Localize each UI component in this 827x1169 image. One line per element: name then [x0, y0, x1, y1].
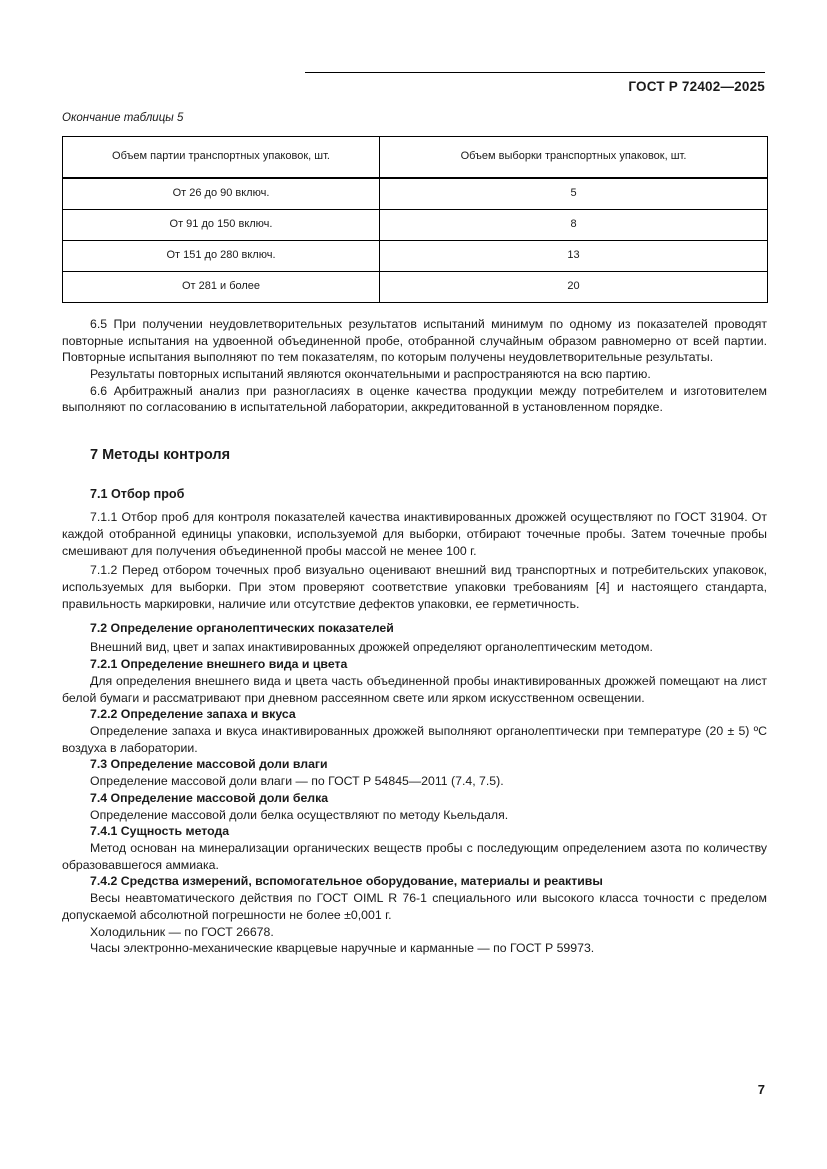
table-cell-lot-range: От 26 до 90 включ. — [63, 178, 380, 210]
paragraph-7-2: Внешний вид, цвет и запах инактивированных дрожжей определяют органолептическим методом. — [90, 640, 653, 655]
heading-section-7-2-2: 7.2.2 Определение запаха и вкуса — [90, 707, 296, 722]
heading-section-7-1: 7.1 Отбор проб — [90, 486, 185, 501]
table-cell-lot-range: От 91 до 150 включ. — [63, 209, 380, 240]
heading-section-7-2: 7.2 Определение органолептических показателей — [90, 620, 394, 635]
heading-section-7-4-1: 7.4.1 Сущность метода — [90, 824, 230, 839]
spacer — [62, 502, 767, 509]
table-cell-lot-range: От 281 и более — [63, 271, 380, 302]
spacer — [62, 416, 767, 446]
table-row — [63, 178, 768, 210]
header-rule — [305, 72, 765, 73]
paragraph-7-2-2: Определение запаха и вкуса инактивированных дрожжей выполняют органолептически при температуре (20 ± 5) ºС воздуха в лаборатории. — [62, 723, 767, 755]
table-header-row — [63, 136, 768, 178]
table-caption: Окончание таблицы 5 — [62, 112, 184, 124]
table-header-cell-sample-volume: Объем выборки транспортных упаковок, шт. — [380, 136, 768, 178]
page-number: 7 — [757, 1082, 765, 1097]
paragraph-6-5: 6.5 При получении неудовлетворительных результатов испытаний минимум по одному из показателей проводят повторные испытания на удвоенной объединенной пробе, отобранной случайным образом равномерно от всей партии. Повторные испытания выполняют по тем показателям, по которым получены неудовлетворительные результаты. — [62, 316, 767, 365]
paragraph-7-4: Определение массовой доли белка осуществляют по методу Кьельдаля. — [90, 807, 509, 822]
paragraph-7-1-1: 7.1.1 Отбор проб для контроля показателей качества инактивированных дрожжей осуществляют по ГОСТ 31904. От каждой отобранной единицы упаковки, используемой для выборки, отбирают точечные пробы. Затем точечные пробы смешивают для получения объединенной пробы массой не менее 100 г. — [62, 510, 767, 558]
paragraph-7-3: Определение массовой доли влаги — по ГОСТ Р 54845—2011 (7.4, 7.5). — [90, 774, 504, 789]
table-header-cell-lot-volume: Объем партии транспортных упаковок, шт. — [63, 136, 380, 178]
sampling-table — [62, 136, 768, 303]
spacer — [62, 465, 767, 486]
heading-section-7-4: 7.4 Определение массовой доли белка — [90, 790, 329, 805]
table-cell-sample-count: 13 — [380, 240, 768, 271]
table-cell-sample-count: 8 — [380, 209, 768, 240]
heading-section-7-3: 7.3 Определение массовой доли влаги — [90, 757, 328, 772]
paragraph-6-5-continuation: Результаты повторных испытаний являются окончательными и распространяются на всю партию. — [90, 366, 651, 381]
heading-section-7-4-2: 7.4.2 Средства измерений, вспомогательное оборудование, материалы и реактивы — [90, 874, 603, 889]
paragraph-7-4-2-scales: Весы неавтоматического действия по ГОСТ OIML R 76-1 специального или высокого класса точности с пределом допускаемой абсолютной погрешности не более ±0,001 г. — [62, 891, 767, 922]
paragraph-7-2-1: Для определения внешнего вида и цвета часть объединенной пробы инактивированных дрожжей помещают на лист белой бумаги и рассматривают при дневном рассеянном свете или ярком искусственном освещении. — [62, 673, 767, 705]
running-header — [305, 72, 765, 94]
spacer — [62, 613, 767, 620]
table-row — [63, 209, 768, 240]
table-cell-sample-count: 5 — [380, 178, 768, 210]
paragraph-7-1-2: 7.1.2 Перед отбором точечных проб визуально оценивают внешний вид транспортных и потребительских упаковок, используемых для выборки. При этом проверяют соответствие упаковки требованиям [4] и настоящего стандарта, правильность маркировки, наличие или отсутствие дефектов упаковки, ее герметичность. — [62, 563, 767, 611]
paragraph-7-4-2-clock: Часы электронно-механические кварцевые наручные и карманные — по ГОСТ Р 59973. — [90, 941, 595, 956]
document-standard-code: ГОСТ Р 72402—2025 — [628, 79, 765, 94]
table-cell-lot-range: От 151 до 280 включ. — [63, 240, 380, 271]
paragraph-7-4-2-refrigerator: Холодильник — по ГОСТ 26678. — [90, 924, 274, 939]
spacer — [62, 303, 767, 316]
paragraph-6-6: 6.6 Арбитражный анализ при разногласиях в оценке качества продукции между потребителем и изготовителем выполняют по согласованию в испытательной лаборатории, аккредитованной в установленном порядке. — [62, 383, 767, 415]
table-row — [63, 240, 768, 271]
table-cell-sample-count: 20 — [380, 271, 768, 302]
heading-section-7: 7 Методы контроля — [90, 447, 231, 464]
document-body — [62, 112, 767, 957]
paragraph-7-4-1: Метод основан на минерализации органических веществ пробы с последующим определением азота по количеству образовавшегося аммиака. — [62, 840, 767, 872]
heading-section-7-2-1: 7.2.1 Определение внешнего вида и цвета — [90, 657, 348, 672]
table-row — [63, 271, 768, 302]
